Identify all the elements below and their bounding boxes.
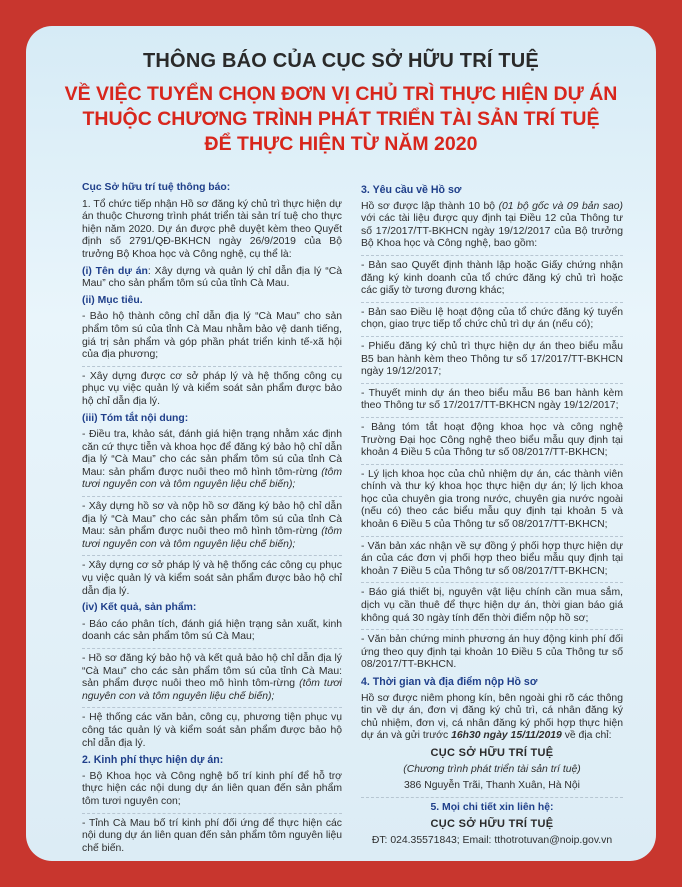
contact-info: ĐT: 024.35571843; Email: tthotrotuvan@noip.gov.vn: [371, 834, 613, 846]
recipient-org: CỤC SỞ HỮU TRÍ TUỆ: [430, 746, 554, 759]
content-item-1: [82, 429, 342, 492]
recipient-program-text: (Chương trình phát triển tài sản trí tuệ): [403, 763, 581, 775]
project-name-text: : Xây dựng và quản lý chỉ dẫn địa lý “Cà Mau” cho sản phẩm tôm sú của tỉnh Cà Mau.: [82, 265, 342, 290]
content-item-2: [82, 501, 342, 551]
submission-text-a: Hồ sơ được niêm phong kín, bên ngoài ghi rõ các thông tin về dự án, đơn vị đăng ký chủ trì, cá nhân đăng ký chủ nhiệm, đơn vị, cá nhân đăng ký phối hợp thực hiện dự án và gửi trước: [361, 692, 623, 742]
divider: [82, 366, 342, 367]
dossier-intro-a: Hồ sơ được lập thành 10 bộ: [361, 200, 496, 212]
dossier-item: - Phiếu đăng ký chủ trì thực hiện dự án theo biểu mẫu B5 ban hành kèm theo Thông tư số 17/2017/TT-BKHCN ngày 19/12/2017;: [361, 340, 623, 378]
objective-2: - Xây dựng được cơ sở pháp lý và hệ thống công cụ phục vụ việc quản lý và kiểm soát sản phẩm được bảo hộ chỉ dẫn địa lý.: [82, 370, 342, 407]
result-2-text: - Hồ sơ đăng ký bảo hộ và kết quả bảo hộ chỉ dẫn địa lý “Cà Mau” cho các sản phẩm tôm sú của tỉnh Cà Mau: sản phẩm được nuôi theo mô hình tôm-rừng: [82, 653, 342, 690]
result-3: - Hệ thống các văn bản, công cụ, phương tiện phục vụ công tác quản lý và kiểm soát sản phẩm được bảo hộ chỉ dẫn địa lý.: [82, 712, 342, 749]
divider: [361, 464, 623, 465]
submission-text-b: về địa chỉ:: [564, 730, 612, 742]
divider: [361, 383, 623, 384]
divider: [361, 797, 623, 798]
submission-label: 4. Thời gian và địa điểm nộp Hồ sơ: [361, 676, 538, 688]
recipient-program: [361, 764, 623, 777]
title-line-1: VỀ VIỆC TUYỂN CHỌN ĐƠN VỊ CHỦ TRÌ THỰC HIỆN DỰ ÁN: [64, 83, 618, 105]
divider: [82, 813, 342, 814]
result-2-italic: (tôm tươi nguyên con và tôm nguyên liệu chế biến);: [82, 678, 342, 702]
divider: [82, 496, 342, 497]
dossier-item: - Bản sao Quyết định thành lập hoặc Giấy chứng nhận đăng ký kinh doanh của tổ chức đăng ký chủ trì hoặc các giấy tờ tương đương khác;: [361, 259, 623, 297]
result-2: [82, 653, 342, 703]
title-line-2: THUỘC CHƯƠNG TRÌNH PHÁT TRIỂN TÀI SẢN TRÍ TUỆ: [82, 108, 600, 130]
divider: [82, 555, 342, 556]
funding-label: 2. Kinh phí thực hiện dự án:: [82, 754, 224, 767]
section-1-text: 1. Tổ chức tiếp nhận Hồ sơ đăng ký chủ trì thực hiện dự án thuộc Chương trình phát triển tài sản trí tuệ cho thực hiện năm 2020. Dự án được phê duyệt kèm theo Quyết định số 2791/QĐ-BKHCN ngày 26/9/2019 của Bộ trưởng Bộ Khoa học và Công nghệ, cụ thể là:: [82, 198, 342, 260]
right-column: [361, 182, 623, 852]
intro-label: Cục Sở hữu trí tuệ thông báo:: [82, 182, 231, 193]
divider: [361, 629, 623, 630]
result-1: - Báo cáo phân tích, đánh giá hiện trạng sản xuất, kinh doanh các sản phẩm tôm sú Cà Mau;: [82, 618, 342, 643]
objective-1: - Bảo hộ thành công chỉ dẫn địa lý “Cà Mau” cho sản phẩm tôm sú của tỉnh Cà Mau nhằm bảo vệ danh tiếng, giá trị sản phẩm và góp phần phát triển kinh tế-xã hội của địa phương;: [82, 311, 342, 361]
left-column: [82, 182, 342, 859]
content-item-2-text: - Xây dựng hồ sơ và nộp hồ sơ đăng ký bảo hộ chỉ dẫn địa lý “Cà Mau” cho các sản phẩm tôm sú của tỉnh Cà Mau: sản phẩm được nuôi theo mô hình tôm-rừng: [82, 501, 342, 538]
divider: [82, 648, 342, 649]
dossier-intro: [361, 201, 623, 251]
dossier-item: - Văn bản chứng minh phương án huy động kinh phí đối ứng theo quy định tại khoản 10 Điều 5 của Thông tư số 08/2017/TT-BKHCN.: [361, 634, 623, 671]
divider: [82, 707, 342, 708]
recipient-address: 386 Nguyễn Trãi, Thanh Xuân, Hà Nội: [404, 780, 580, 792]
content-item-1-text: - Điều tra, khảo sát, đánh giá hiện trạng nhằm xác định căn cứ thực tiễn và khoa học để đăng ký bảo hộ chỉ dẫn địa lý “Cà Mau” cho các sản phẩm tôm sú của tỉnh Cà Mau: sản phẩm được nuôi theo mô hình tôm-rừng: [82, 429, 342, 478]
dossier-item: - Văn bản xác nhận về sự đồng ý phối hợp thực hiện dự án của các đơn vị phối hợp theo biểu mẫu quy định tại khoản 7 Điều 5 của Thông tư số 08/2017/TT-BKHCN;: [361, 540, 623, 577]
dossier-item: - Bản sao Điều lệ hoạt động của tổ chức đăng ký tuyển chọn, giao trực tiếp tổ chức chủ trì dự án (nếu có);: [361, 306, 623, 331]
divider: [361, 536, 623, 537]
notice-heading: THÔNG BÁO CỦA CỤC SỞ HỮU TRÍ TUỆ: [143, 50, 539, 72]
dossier-intro-b: với các tài liệu được quy định tại Điều 12 của Thông tư số 17/2017/TT-BKHCN ngày 19/12/2017 của Bộ trưởng Bộ Khoa học và Công nghệ, bao gồm:: [361, 213, 623, 250]
dossier-requirements-label: 3. Yêu cầu về Hồ sơ: [361, 184, 462, 196]
funding-2: - Tỉnh Cà Mau bố trí kinh phí đối ứng để thực hiện các nội dung dự án liên quan đến sản phẩm tôm nguyên liệu chế biến.: [82, 817, 342, 854]
project-name-paragraph: [82, 266, 342, 291]
funding-1: - Bộ Khoa học và Công nghệ bố trí kinh phí để hỗ trợ thực hiện các nội dung dự án liên quan đến sản phẩm tôm tươi nguyên con;: [82, 770, 342, 807]
content-summary-label: (iii) Tóm tắt nội dung:: [82, 412, 189, 424]
content-item-1-italic: (tôm tươi nguyên con và tôm nguyên liệu chế biến);: [82, 466, 342, 491]
submission-text: [361, 693, 623, 743]
dossier-item: - Thuyết minh dự án theo biểu mẫu B6 ban hành kèm theo Thông tư số 17/2017/TT-BKHCN ngày 19/12/2017;: [361, 387, 623, 412]
objectives-label: (ii) Mục tiêu.: [82, 294, 143, 306]
dossier-item: - Lý lịch khoa học của chủ nhiệm dự án, các thành viên chính và thư ký khoa học thực hiện dự án; lý lịch khoa học của chuyên gia trong nước, chuyên gia nước ngoài (nếu có) theo các biểu mẫu quy định tại khoản 5 và khoản 6 Điều 5 của Thông tư số 08/2017/TT-BKHCN;: [361, 468, 623, 531]
content-item-3: - Xây dựng cơ sở pháp lý và hệ thống các công cụ phục vụ việc quản lý và kiểm soát sản phẩm được bảo hộ chỉ dẫn địa lý.: [82, 560, 342, 597]
submission-deadline: 16h30 ngày 15/11/2019: [451, 730, 562, 742]
project-name-label: (i) Tên dự án: [82, 265, 148, 277]
divider: [361, 302, 623, 303]
divider: [361, 417, 623, 418]
contact-label: 5. Mọi chi tiết xin liên hệ:: [430, 801, 554, 813]
dossier-item: - Bảng tóm tắt hoạt động khoa học và công nghệ Trường Đại học Công nghệ theo biểu mẫu quy định tại khoản 4 Điều 5 của Thông tư số 08/2017/TT-BKHCN;: [361, 421, 623, 459]
dossier-intro-italic: (01 bộ gốc và 09 bản sao): [498, 200, 623, 212]
divider: [361, 336, 623, 337]
divider: [361, 582, 623, 583]
results-label: (iv) Kết quả, sản phẩm:: [82, 602, 197, 614]
contact-org: CỤC SỞ HỮU TRÍ TUỆ: [430, 818, 554, 831]
content-item-2-italic: (tôm tươi nguyên con và tôm nguyên liệu chế biến);: [82, 526, 342, 550]
dossier-item: - Báo giá thiết bị, nguyên vật liệu chính cần mua sắm, dịch vụ cần thuê để thực hiện dự án, thời gian báo giá không quá 30 ngày tính đến thời điểm nộp hồ sơ;: [361, 587, 623, 624]
title-line-3: ĐỂ THỰC HIỆN TỪ NĂM 2020: [204, 133, 478, 155]
divider: [361, 255, 623, 256]
announcement-title: [26, 82, 656, 157]
